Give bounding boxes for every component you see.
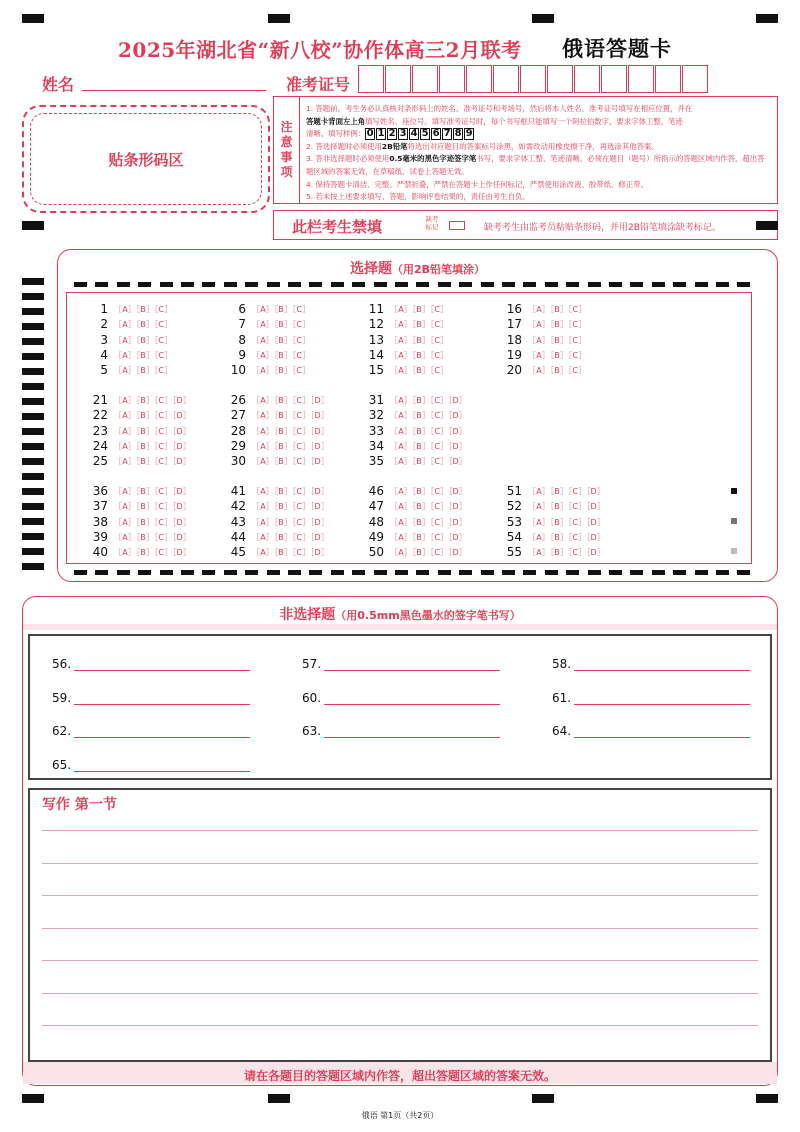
timing-dash bbox=[245, 282, 258, 287]
timing-dash bbox=[267, 282, 280, 287]
writing-line[interactable] bbox=[42, 830, 758, 831]
timing-mark bbox=[756, 14, 778, 23]
timing-dash bbox=[737, 282, 750, 287]
ticket-digit-box[interactable] bbox=[412, 65, 438, 93]
blank-number: 63. bbox=[302, 724, 322, 738]
answer-options[interactable]: ［A］［B］［C］ bbox=[528, 335, 587, 345]
timing-dash bbox=[309, 570, 322, 575]
question-number: 3 bbox=[100, 332, 108, 347]
timing-dash bbox=[309, 282, 322, 287]
question-number: 43 bbox=[230, 514, 246, 529]
timing-mark bbox=[22, 368, 44, 375]
barcode-area bbox=[22, 105, 270, 213]
question-number: 10 bbox=[230, 363, 246, 378]
timing-dash bbox=[630, 282, 643, 287]
answer-options[interactable]: ［A］［B］［C］ bbox=[114, 305, 173, 314]
question-number: 46 bbox=[368, 484, 384, 498]
ticket-digit-box[interactable] bbox=[439, 65, 465, 93]
timing-dash bbox=[202, 282, 215, 287]
question-number: 11 bbox=[368, 302, 384, 316]
timing-dash bbox=[673, 282, 686, 287]
question-number: 21 bbox=[92, 393, 108, 407]
ticket-digit-box[interactable] bbox=[547, 65, 573, 93]
timing-dash bbox=[352, 570, 365, 575]
question-number: 20 bbox=[506, 363, 522, 378]
blank-number: 57. bbox=[302, 657, 322, 671]
writing-line[interactable] bbox=[42, 863, 758, 864]
timing-dash bbox=[267, 570, 280, 575]
answer-options[interactable]: ［A］［B］［C］［D］ bbox=[252, 517, 330, 527]
question-number: 6 bbox=[238, 302, 246, 316]
question-number: 23 bbox=[92, 423, 108, 438]
timing-mark bbox=[22, 338, 44, 345]
answer-options[interactable]: ［A］［B］［C］［D］ bbox=[528, 502, 606, 512]
answer-options[interactable]: ［A］［B］［C］［D］ bbox=[114, 548, 192, 558]
timing-mark bbox=[22, 518, 44, 525]
timing-dash bbox=[95, 282, 108, 287]
answer-options[interactable]: ［A］［B］［C］［D］ bbox=[114, 396, 192, 405]
timing-mark bbox=[268, 14, 290, 23]
blank-answer-line[interactable] bbox=[74, 704, 250, 705]
timing-dash bbox=[566, 282, 579, 287]
blank-number: 62. bbox=[52, 724, 72, 738]
answer-options[interactable]: ［A］［B］［C］［D］ bbox=[390, 457, 468, 467]
timing-dash bbox=[438, 282, 451, 287]
question-number: 27 bbox=[230, 408, 246, 423]
question-number: 53 bbox=[506, 514, 522, 529]
sample-digit: 5 bbox=[421, 128, 429, 140]
blank-answer-line[interactable] bbox=[74, 737, 250, 738]
timing-mark bbox=[22, 398, 44, 405]
question-number: 9 bbox=[238, 347, 246, 362]
section-band bbox=[23, 624, 777, 630]
answer-options[interactable]: ［A］［B］［C］［D］ bbox=[114, 502, 192, 512]
question-number: 24 bbox=[92, 438, 108, 453]
timing-dash bbox=[716, 570, 729, 575]
answer-options[interactable]: ［A］［B］［C］［D］ bbox=[114, 411, 192, 421]
question-number: 35 bbox=[368, 454, 384, 469]
timing-dash bbox=[245, 570, 258, 575]
timing-dash bbox=[74, 570, 87, 575]
note-item-4: 4. 保持答题卡清洁、完整。严禁折叠，严禁在答题卡上作任何标记，严禁使用涂改液、胶带纸、修正带。 bbox=[306, 179, 648, 189]
timing-dash bbox=[502, 570, 515, 575]
notes-panel bbox=[273, 96, 778, 204]
blank-number: 65. bbox=[52, 758, 72, 772]
answer-options[interactable]: ［A］［B］［C］［D］ bbox=[252, 487, 330, 496]
blank-answer-line[interactable] bbox=[574, 670, 750, 671]
writing-title: 写作 第一节 bbox=[42, 797, 117, 813]
barcode-label: 贴条形码区 bbox=[108, 150, 184, 169]
question-number: 1 bbox=[100, 302, 108, 316]
timing-dash bbox=[74, 282, 87, 287]
timing-mark bbox=[532, 14, 554, 23]
answer-options[interactable]: ［A］［B］［C］ bbox=[528, 305, 587, 314]
answer-options[interactable]: ［A］［B］［C］［D］ bbox=[528, 487, 606, 496]
timing-dash bbox=[545, 282, 558, 287]
blank-number: 58. bbox=[552, 657, 572, 671]
question-number: 36 bbox=[92, 484, 108, 498]
answer-options[interactable]: ［A］［B］［C］［D］ bbox=[390, 411, 468, 421]
answer-options[interactable]: ［A］［B］［C］［D］ bbox=[252, 532, 330, 542]
question-number: 26 bbox=[230, 393, 246, 407]
question-number: 30 bbox=[230, 454, 246, 469]
timing-mark bbox=[532, 1094, 554, 1103]
sample-digit: 7 bbox=[443, 128, 451, 140]
timing-dash bbox=[523, 570, 536, 575]
answer-options[interactable]: ［A］［B］［C］ bbox=[390, 305, 449, 314]
question-number: 37 bbox=[92, 499, 108, 514]
timing-dash bbox=[117, 282, 130, 287]
timing-mark bbox=[22, 293, 44, 300]
question-number: 38 bbox=[92, 514, 108, 529]
question-number: 7 bbox=[238, 317, 246, 332]
timing-dash bbox=[588, 570, 601, 575]
timing-dash bbox=[138, 570, 151, 575]
absent-instruction: 缺考考生由监考员粘贴条形码，并用2B铅笔填涂缺考标记。 bbox=[484, 223, 721, 233]
question-number: 5 bbox=[100, 363, 108, 378]
answer-options[interactable]: ［A］［B］［C］ bbox=[528, 350, 587, 360]
question-number: 12 bbox=[368, 317, 384, 332]
timing-dash bbox=[224, 570, 237, 575]
timing-dash bbox=[459, 570, 472, 575]
subject-title: 俄语答题卡 bbox=[562, 37, 672, 61]
ticket-number-label: 准考证号 bbox=[286, 75, 351, 94]
answer-options[interactable]: ［A］［B］［C］［D］ bbox=[252, 426, 330, 436]
page-footer: 俄语 第1页（共2页） bbox=[361, 1111, 439, 1120]
timing-dash bbox=[545, 570, 558, 575]
question-number: 28 bbox=[230, 423, 246, 438]
timing-dash bbox=[609, 282, 622, 287]
timing-dash bbox=[288, 282, 301, 287]
timing-mark bbox=[22, 14, 44, 23]
answer-options[interactable]: ［A］［B］［C］ bbox=[114, 320, 173, 330]
timing-mark bbox=[22, 1094, 44, 1103]
writing-line[interactable] bbox=[42, 1025, 758, 1026]
question-number: 2 bbox=[100, 317, 108, 332]
timing-dash bbox=[288, 570, 301, 575]
writing-line[interactable] bbox=[42, 993, 758, 994]
question-number: 41 bbox=[230, 484, 246, 498]
answer-options[interactable]: ［A］［B］［C］［D］ bbox=[390, 441, 468, 451]
ticket-digit-box[interactable] bbox=[466, 65, 492, 93]
timing-mark bbox=[22, 413, 44, 420]
examiner-only-title: 此栏考生禁填 bbox=[292, 218, 383, 236]
non-choice-title: 非选择题（用0.5mm黑色墨水的签字笔书写） bbox=[279, 607, 521, 623]
answer-options[interactable]: ［A］［B］［C］［D］ bbox=[252, 457, 330, 467]
question-number: 49 bbox=[368, 529, 384, 544]
timing-mark bbox=[22, 428, 44, 435]
answer-options[interactable]: ［A］［B］［C］［D］ bbox=[114, 457, 192, 467]
answer-options[interactable]: ［A］［B］［C］ bbox=[252, 350, 311, 360]
blank-answer-line[interactable] bbox=[324, 737, 500, 738]
answer-options[interactable]: ［A］［B］［C］［D］ bbox=[252, 411, 330, 421]
question-number: 52 bbox=[506, 499, 522, 514]
question-number: 47 bbox=[368, 499, 384, 514]
answer-options[interactable]: ［A］［B］［C］［D］ bbox=[114, 532, 192, 542]
ticket-digit-box[interactable] bbox=[574, 65, 600, 93]
answer-options[interactable]: ［A］［B］［C］［D］ bbox=[114, 487, 192, 496]
timing-mark bbox=[22, 221, 44, 230]
answer-options[interactable]: ［A］［B］［C］ bbox=[528, 320, 587, 330]
answer-options[interactable]: ［A］［B］［C］ bbox=[252, 305, 311, 314]
ticket-digit-box[interactable] bbox=[358, 65, 384, 93]
blank-answer-line[interactable] bbox=[74, 670, 250, 671]
blank-number: 59. bbox=[52, 691, 72, 705]
question-number: 51 bbox=[506, 484, 522, 498]
note-item-2: 2. 答选择题时必须使用2B铅笔将选出对应题目的答案标号涂黑，如需改动用橡皮擦干净，再选涂其他答案。 bbox=[306, 141, 659, 151]
answer-options[interactable]: ［A］［B］［C］［D］ bbox=[114, 426, 192, 436]
note-item-3: 3. 答非选择题时必须使用0.5毫米的黑色字迹签字笔书写，要求字体工整、笔迹清晰。必须在题目（题号）所指示的答题区域内作答，超出答题区域的答案无效，在草稿纸、试卷上答题无效。 bbox=[306, 154, 765, 176]
question-number: 44 bbox=[230, 529, 246, 544]
exam-title: 2025年湖北省“新八校”协作体高三2月联考 bbox=[118, 38, 522, 62]
answer-options[interactable]: ［A］［B］［C］ bbox=[390, 320, 449, 330]
ticket-digit-box[interactable] bbox=[628, 65, 654, 93]
alignment-mark bbox=[731, 488, 737, 494]
timing-mark bbox=[22, 488, 44, 495]
writing-line[interactable] bbox=[42, 960, 758, 961]
writing-line[interactable] bbox=[42, 895, 758, 896]
timing-dash bbox=[138, 282, 151, 287]
answer-options[interactable]: ［A］［B］［C］ bbox=[390, 335, 449, 345]
timing-dash bbox=[652, 282, 665, 287]
blank-answer-line[interactable] bbox=[574, 704, 750, 705]
blank-number: 56. bbox=[52, 657, 72, 671]
question-number: 34 bbox=[368, 438, 384, 453]
timing-dash bbox=[395, 570, 408, 575]
answer-options[interactable]: ［A］［B］［C］ bbox=[114, 366, 173, 376]
note-item-1: 1. 答题前，考生务必认真核对条形码上的姓名、准考证号和考场号，然后将本人姓名、准考证号填写在相应位置，并在 bbox=[306, 104, 693, 113]
timing-dash bbox=[160, 570, 173, 575]
answer-options[interactable]: ［A］［B］［C］ bbox=[252, 366, 311, 376]
timing-dash bbox=[630, 570, 643, 575]
answer-options[interactable]: ［A］［B］［C］［D］ bbox=[390, 502, 468, 512]
timing-mark bbox=[22, 323, 44, 330]
examiner-only-panel bbox=[273, 210, 778, 240]
timing-dash bbox=[609, 570, 622, 575]
sample-digit: 2 bbox=[388, 128, 396, 140]
timing-mark bbox=[22, 548, 44, 555]
answer-options[interactable]: ［A］［B］［C］［D］ bbox=[390, 487, 468, 496]
sample-digit: 0 bbox=[366, 128, 374, 140]
ticket-digit-box[interactable] bbox=[601, 65, 627, 93]
answer-options[interactable]: ［A］［B］［C］［D］ bbox=[252, 441, 330, 451]
timing-mark bbox=[22, 383, 44, 390]
sample-digit: 9 bbox=[465, 128, 473, 140]
answer-options[interactable]: ［A］［B］［C］ bbox=[390, 366, 449, 376]
answer-options[interactable]: ［A］［B］［C］［D］ bbox=[390, 532, 468, 542]
sample-digits bbox=[365, 129, 475, 138]
timing-mark bbox=[22, 458, 44, 465]
writing-line[interactable] bbox=[42, 928, 758, 929]
name-field[interactable] bbox=[82, 90, 266, 91]
answer-options[interactable]: ［A］［B］［C］［D］ bbox=[114, 441, 192, 451]
ticket-digit-box[interactable] bbox=[682, 65, 708, 93]
timing-mark bbox=[22, 503, 44, 510]
absent-mark-box[interactable] bbox=[449, 221, 465, 230]
ticket-digit-box[interactable] bbox=[385, 65, 411, 93]
question-number: 14 bbox=[368, 347, 384, 362]
timing-dash bbox=[202, 570, 215, 575]
blank-number: 64. bbox=[552, 724, 572, 738]
timing-dash bbox=[181, 570, 194, 575]
question-number: 13 bbox=[368, 332, 384, 347]
timing-dash bbox=[160, 282, 173, 287]
timing-dash bbox=[416, 282, 429, 287]
answer-options[interactable]: ［A］［B］［C］ bbox=[114, 335, 173, 345]
timing-dash bbox=[652, 570, 665, 575]
blank-answer-line[interactable] bbox=[324, 670, 500, 671]
ticket-digit-box[interactable] bbox=[493, 65, 519, 93]
question-number: 32 bbox=[368, 408, 384, 423]
answer-options[interactable]: ［A］［B］［C］ bbox=[114, 350, 173, 360]
sample-digit: 6 bbox=[432, 128, 440, 140]
question-number: 54 bbox=[506, 529, 522, 544]
question-number: 45 bbox=[230, 545, 246, 560]
timing-dash bbox=[438, 570, 451, 575]
timing-mark bbox=[22, 443, 44, 450]
timing-mark bbox=[22, 308, 44, 315]
timing-dash bbox=[459, 282, 472, 287]
answer-options[interactable]: ［A］［B］［C］［D］ bbox=[390, 426, 468, 436]
sample-digit: 1 bbox=[377, 128, 385, 140]
timing-dash bbox=[673, 570, 686, 575]
sample-digit: 3 bbox=[399, 128, 407, 140]
timing-dash bbox=[95, 570, 108, 575]
timing-mark bbox=[22, 473, 44, 480]
alignment-mark bbox=[731, 548, 737, 554]
timing-dash bbox=[181, 282, 194, 287]
timing-dash bbox=[117, 570, 130, 575]
answer-options[interactable]: ［A］［B］［C］［D］ bbox=[390, 517, 468, 527]
timing-mark bbox=[22, 353, 44, 360]
answer-options[interactable]: ［A］［B］［C］［D］ bbox=[252, 502, 330, 512]
footer-note: 请在各题目的答题区域内作答，超出答题区域的答案无效。 bbox=[243, 1069, 556, 1083]
answer-options[interactable]: ［A］［B］［C］ bbox=[252, 320, 311, 330]
fill-in-blanks-box bbox=[28, 634, 772, 780]
blank-answer-line[interactable] bbox=[74, 771, 250, 772]
sample-digit: 4 bbox=[410, 128, 418, 140]
question-number: 40 bbox=[92, 545, 108, 560]
timing-dash bbox=[737, 570, 750, 575]
timing-dash bbox=[374, 570, 387, 575]
answer-options[interactable]: ［A］［B］［C］［D］ bbox=[252, 548, 330, 558]
question-number: 16 bbox=[506, 302, 522, 316]
question-number: 29 bbox=[230, 438, 246, 453]
question-number: 15 bbox=[368, 363, 384, 378]
timing-dash bbox=[331, 282, 344, 287]
timing-dash bbox=[374, 282, 387, 287]
blank-number: 61. bbox=[552, 691, 572, 705]
answer-options[interactable]: ［A］［B］［C］［D］ bbox=[390, 396, 468, 405]
ticket-digit-box[interactable] bbox=[655, 65, 681, 93]
alignment-mark bbox=[731, 518, 737, 524]
timing-mark bbox=[268, 1094, 290, 1103]
question-number: 55 bbox=[506, 545, 522, 560]
timing-dash bbox=[588, 282, 601, 287]
timing-dash bbox=[331, 570, 344, 575]
name-label: 姓名 bbox=[42, 75, 75, 94]
timing-mark bbox=[22, 278, 44, 285]
timing-dash bbox=[566, 570, 579, 575]
question-number: 8 bbox=[238, 332, 246, 347]
timing-dash bbox=[395, 282, 408, 287]
multiple-choice-title: 选择题（用2B铅笔填涂） bbox=[349, 261, 486, 277]
blank-answer-line[interactable] bbox=[324, 704, 500, 705]
question-number: 50 bbox=[368, 545, 384, 560]
answer-options[interactable]: ［A］［B］［C］ bbox=[390, 350, 449, 360]
question-number: 4 bbox=[100, 347, 108, 362]
timing-mark bbox=[22, 563, 44, 570]
question-number: 42 bbox=[230, 499, 246, 514]
timing-dash bbox=[502, 282, 515, 287]
notes-list: 1. 答题前，考生务必认真核对条形码上的姓名、准考证号和考场号，然后将本人姓名、准考证号填写在相应位置，并在 答题卡背面左上角填写姓名、座位号。填写准考证号时，每个书写框只能填写一个阿拉伯数字，要求字体工整，笔迹 清晰。填写样例： 0 1 2 3 4 5 6 7 8 9 2. 答选择题时必须使用2B铅笔将选出对应题目的答案标号涂黑，如需改动用橡皮擦干净，再选涂其他答案。 3. 答非选择题时必须使用0.5毫米的黑色字迹签字笔书写，要求字体工整、笔迹清晰。必须在题目（题号）所指示的答题区域内作答，超出答题区域的答案无效，在草稿纸、试卷上答题无效。 4. 保持答题卡清洁、完整。严禁折叠，严禁在答题卡上作任何标记，严禁使用涂改液、胶带纸、修正带。 5. 若未按上述要求填写、答题，影响评卷结果的，责任由考生自负。 bbox=[306, 103, 769, 204]
question-number: 25 bbox=[92, 454, 108, 469]
timing-mark bbox=[22, 533, 44, 540]
question-number: 48 bbox=[368, 514, 384, 529]
timing-dash bbox=[224, 282, 237, 287]
timing-dash bbox=[481, 570, 494, 575]
question-number: 39 bbox=[92, 529, 108, 544]
answer-options[interactable]: ［A］［B］［C］ bbox=[528, 366, 587, 376]
sample-digit: 8 bbox=[454, 128, 462, 140]
notes-heading: 注 意 事 项 bbox=[274, 97, 300, 203]
timing-dash bbox=[695, 282, 708, 287]
timing-dash bbox=[523, 282, 536, 287]
answer-options[interactable]: ［A］［B］［C］［D］ bbox=[528, 532, 606, 542]
answer-options[interactable]: ［A］［B］［C］［D］ bbox=[528, 548, 606, 558]
blank-number: 60. bbox=[302, 691, 322, 705]
answer-options[interactable]: ［A］［B］［C］［D］ bbox=[114, 517, 192, 527]
answer-options[interactable]: ［A］［B］［C］［D］ bbox=[528, 517, 606, 527]
answer-options[interactable]: ［A］［B］［C］ bbox=[252, 335, 311, 345]
answer-options[interactable]: ［A］［B］［C］［D］ bbox=[252, 396, 330, 405]
question-number: 31 bbox=[368, 393, 384, 407]
question-number: 33 bbox=[368, 423, 384, 438]
timing-dash bbox=[481, 282, 494, 287]
absent-mark-label: 缺考标记 bbox=[425, 215, 439, 231]
question-number: 22 bbox=[92, 408, 108, 423]
question-number: 18 bbox=[506, 332, 522, 347]
timing-mark bbox=[756, 1094, 778, 1103]
question-number: 19 bbox=[506, 347, 522, 362]
timing-dash bbox=[716, 282, 729, 287]
blank-answer-line[interactable] bbox=[574, 737, 750, 738]
timing-dash bbox=[416, 570, 429, 575]
question-number: 17 bbox=[506, 317, 522, 332]
timing-dash bbox=[695, 570, 708, 575]
timing-mark bbox=[756, 221, 778, 230]
answer-options[interactable]: ［A］［B］［C］［D］ bbox=[390, 548, 468, 558]
timing-dash bbox=[352, 282, 365, 287]
ticket-digit-box[interactable] bbox=[520, 65, 546, 93]
note-item-5: 5. 若未按上述要求填写、答题，影响评卷结果的，责任由考生自负。 bbox=[306, 192, 530, 202]
